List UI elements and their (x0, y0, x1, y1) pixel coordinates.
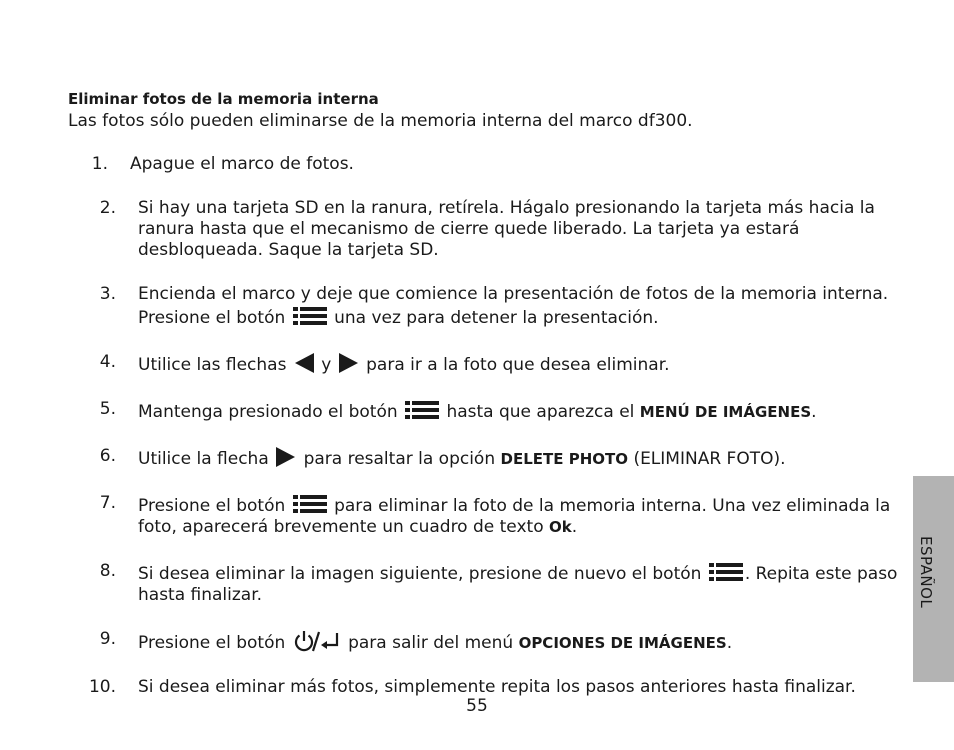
step-number: 8. (99, 561, 116, 581)
list-item (68, 677, 898, 698)
menu-icon (293, 305, 327, 327)
step-text: Mantenga presionado el botón (138, 402, 398, 422)
list-item (68, 154, 898, 175)
menu-icon (709, 561, 743, 583)
step-text: Presione el botón (138, 496, 286, 516)
language-tab (913, 476, 954, 682)
step-text: . (811, 402, 817, 422)
option-name: DELETE PHOTO (500, 450, 629, 468)
step-text: . Repita este paso hasta finalizar. (138, 564, 898, 605)
steps-list (68, 154, 898, 698)
right-arrow-icon (339, 352, 359, 374)
list-item (68, 446, 898, 470)
step-number: 7. (99, 493, 116, 513)
step-text: y (321, 355, 332, 375)
page-number: 55 (466, 696, 488, 716)
power-return-icon (293, 629, 341, 653)
step-number: 6. (99, 446, 116, 466)
list-item (68, 561, 898, 606)
step-number: 9. (99, 629, 116, 649)
list-item (68, 198, 898, 261)
list-item (68, 399, 898, 423)
step-text: Si desea eliminar la imagen siguiente, presione de nuevo el botón (138, 564, 702, 584)
step-number: 2. (99, 198, 116, 218)
step-text: para eliminar la foto de la memoria interna. Una vez eliminada la foto, aparecerá brevemente un cuadro de texto (138, 496, 891, 537)
language-tab-label: ESPAÑOL (917, 536, 935, 609)
step-text: una vez para detener la presentación. (334, 308, 659, 328)
section-heading: Eliminar fotos de la memoria interna (68, 90, 379, 108)
menu-icon (293, 493, 327, 515)
step-text: hasta que aparezca el (446, 402, 635, 422)
section-intro: Las fotos sólo pueden eliminarse de la memoria interna del marco df300. (68, 111, 693, 131)
step-text: Apague el marco de fotos. (130, 154, 354, 174)
step-text: Encienda el marco y deje que comience la presentación de fotos de la memoria interna. Presione el botón (138, 284, 889, 328)
step-number: 4. (99, 352, 116, 372)
left-arrow-icon (294, 352, 314, 374)
menu-name: OPCIONES DE IMÁGENES (518, 634, 727, 652)
list-item (68, 284, 898, 329)
step-text: para salir del menú (348, 633, 514, 653)
step-text: para ir a la foto que desea eliminar. (366, 355, 670, 375)
step-number: 5. (99, 399, 116, 419)
step-text: Si desea eliminar más fotos, simplemente repita los pasos anteriores hasta finalizar. (138, 677, 856, 697)
step-text: . (726, 633, 733, 653)
document-body (68, 89, 898, 721)
right-arrow-icon (276, 446, 296, 468)
step-number: 10. (88, 677, 116, 697)
step-number: 1. (91, 154, 108, 174)
ok-text: Ok (549, 518, 572, 536)
menu-name: MENÚ DE IMÁGENES (639, 403, 812, 421)
list-item (68, 629, 898, 654)
step-text: Presione el botón (138, 633, 286, 653)
list-item (68, 352, 898, 376)
step-number: 3. (99, 284, 116, 304)
list-item (68, 493, 898, 538)
step-text: Utilice la flecha (138, 449, 269, 469)
step-text: para resaltar la opción (303, 449, 496, 469)
step-text: (ELIMINAR FOTO). (633, 449, 786, 469)
step-text: Si hay una tarjeta SD en la ranura, retírela. Hágalo presionando la tarjeta más hacia la ranura hasta que el mecanismo de cierre quede liberado. La tarjeta ya estará desbloqueada. Saque la tarjeta SD. (138, 198, 875, 260)
step-text: Utilice las flechas (138, 355, 287, 375)
menu-icon (405, 399, 439, 421)
step-text: . (571, 517, 578, 537)
